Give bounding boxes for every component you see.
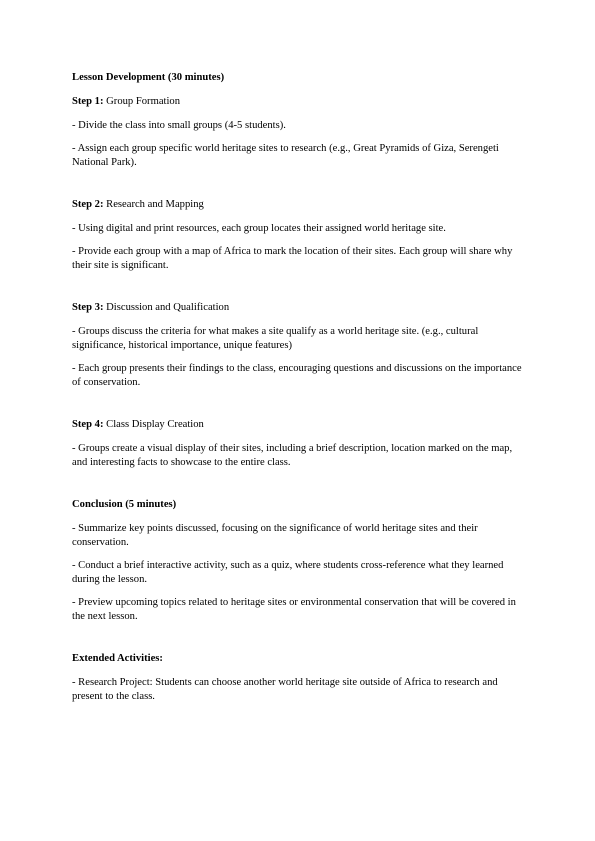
step-1-heading	[72, 95, 523, 109]
step-1-item-1: - Divide the class into small groups (4-5 students).	[72, 120, 286, 131]
step-3-item-2: - Each group presents their findings to the class, encouraging questions and discussions on the importance of conservation.	[72, 363, 522, 388]
conclusion-heading: Conclusion (5 minutes)	[72, 499, 177, 510]
step-2-item-2: - Provide each group with a map of Africa to mark the location of their sites. Each group will share why their site is significant.	[72, 246, 513, 271]
step-2-item-1: - Using digital and print resources, each group locates their assigned world heritage site.	[72, 223, 446, 234]
spacer	[72, 479, 523, 498]
step-3-title: Discussion and Qualification	[103, 302, 230, 313]
step-1-item-2: - Assign each group specific world heritage sites to research (e.g., Great Pyramids of Giza, Serengeti National Park).	[72, 143, 499, 168]
step-2-title: Research and Mapping	[103, 199, 204, 210]
spacer	[72, 399, 523, 418]
extended-item-1: - Research Project: Students can choose another world heritage site outside of Africa to research and present to the class.	[72, 677, 498, 702]
step-2-label: Step 2:	[72, 199, 104, 210]
conclusion-item-3: - Preview upcoming topics related to heritage sites or environmental conservation that will be covered in the next lesson.	[72, 597, 516, 622]
step-3-item-1: - Groups discuss the criteria for what makes a site qualify as a world heritage site. (e.g., cultural significance, historical importance, unique features)	[72, 326, 479, 351]
step-4-title: Class Display Creation	[103, 419, 204, 430]
extended-activities-heading: Extended Activities:	[72, 653, 163, 664]
step-1-label: Step 1:	[72, 96, 104, 107]
lesson-development-heading: Lesson Development (30 minutes)	[72, 72, 225, 83]
step-2-heading	[72, 198, 523, 212]
step-1-title: Group Formation	[103, 96, 181, 107]
conclusion-item-1: - Summarize key points discussed, focusing on the significance of world heritage sites and their conservation.	[72, 523, 478, 548]
step-4-item-1: - Groups create a visual display of their sites, including a brief description, location marked on the map, and interesting facts to showcase to the entire class.	[72, 443, 513, 468]
step-3-label: Step 3:	[72, 302, 104, 313]
spacer	[72, 633, 523, 652]
spacer	[72, 282, 523, 301]
step-4-label: Step 4:	[72, 419, 104, 430]
step-3-heading	[72, 301, 523, 315]
spacer	[72, 179, 523, 198]
conclusion-item-2: - Conduct a brief interactive activity, such as a quiz, where students cross-reference what they learned during the lesson.	[72, 560, 504, 585]
step-4-heading	[72, 418, 523, 432]
